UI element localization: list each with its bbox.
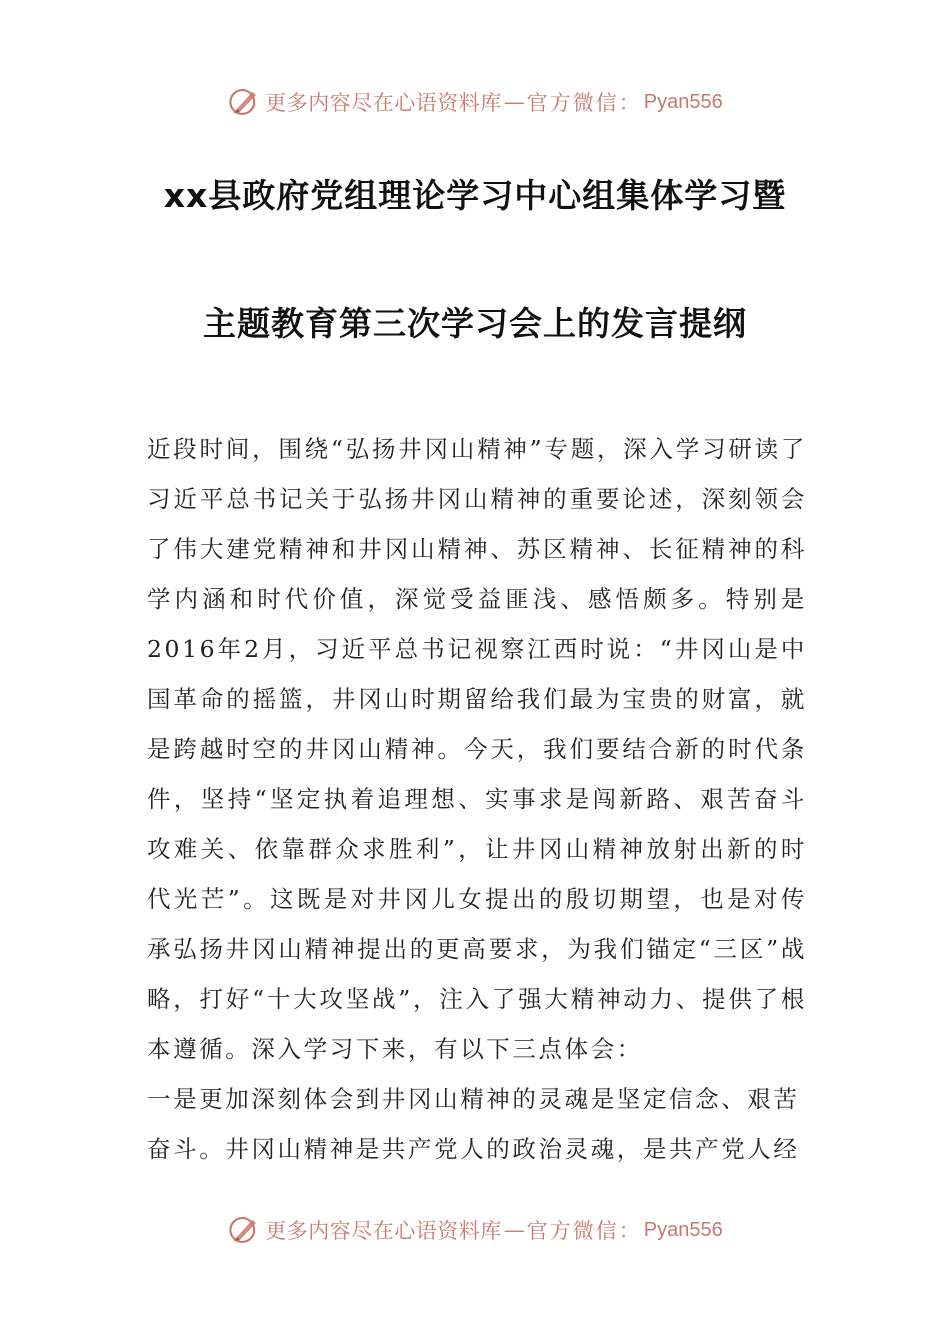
document-title-line-2: 主题教育第三次学习会上的发言提纲: [203, 304, 747, 343]
watermark-brand: 更多内容尽在心语资料库: [265, 1219, 502, 1243]
body-paragraph: 一是更加深刻体会到井冈山精神的灵魂是坚定信念、艰苦奋斗。井冈山精神是共产党人的政治灵魂，是共产党人经: [147, 1085, 800, 1163]
pen-logo-icon: [227, 1213, 261, 1247]
watermark-wechat-id: Pyan556: [643, 1218, 723, 1241]
header-watermark: [0, 82, 950, 122]
document-title-line-1: xx县政府党组理论学习中心组集体学习暨: [163, 176, 787, 215]
watermark-wechat-label: 官方微信：: [526, 91, 642, 115]
watermark-separator: —: [503, 1218, 525, 1242]
body-paragraph: 近段时间，围绕“弘扬井冈山精神”专题，深入学习研读了习近平总书记关于弘扬井冈山精神的重要论述，深刻领会了伟大建党精神和井冈山精神、苏区精神、长征精神的科学内涵和时代价值，深觉受益匪浅、感悟颇多。特别是2016年2月，习近平总书记视察江西时说：“井冈山是中国革命的摇篮，井冈山时期留给我们最为宝贵的财富，就是跨越时空的井冈山精神。今天，我们要结合新的时代条件，坚持“坚定执着追理想、实事求是闯新路、艰苦奋斗攻难关、依靠群众求胜利”，让井冈山精神放射出新的时代光芒”。这既是对井冈儿女提出的殷切期望，也是对传承弘扬井冈山精神提出的更高要求，为我们锚定“三区”战略，打好“十大攻坚战”，注入了强大精神动力、提供了根本遵循。深入学习下来，有以下三点体会：: [147, 435, 807, 1063]
pen-logo-icon: [227, 85, 261, 119]
watermark-wechat-id: Pyan556: [643, 90, 723, 113]
watermark-separator: —: [503, 90, 525, 114]
watermark-brand: 更多内容尽在心语资料库: [265, 91, 502, 115]
watermark-wechat-label: 官方微信：: [526, 1219, 642, 1243]
footer-watermark: [0, 1210, 950, 1250]
document-body: [147, 424, 807, 1174]
